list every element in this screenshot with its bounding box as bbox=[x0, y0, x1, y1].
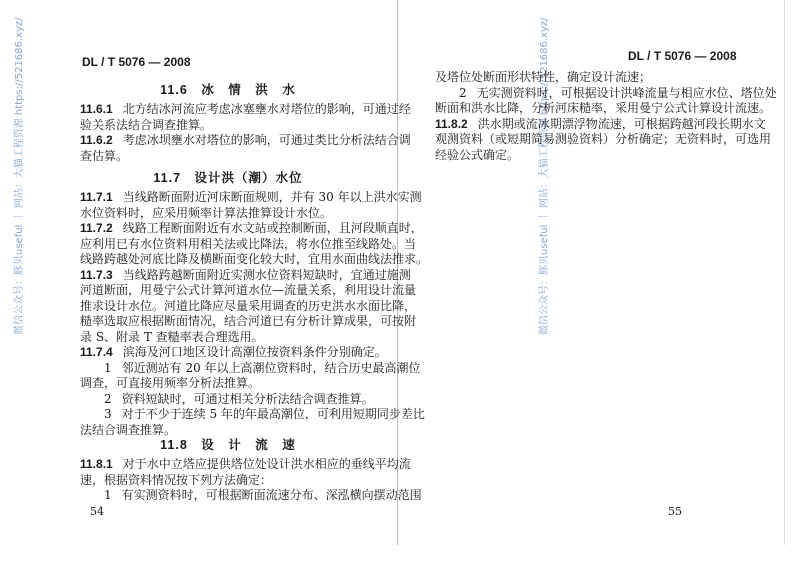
paragraph-line bbox=[80, 149, 376, 165]
paragraph-line bbox=[80, 330, 376, 346]
clause-number: 11.7.3 bbox=[80, 267, 113, 282]
line-text: 河道断面，用曼宁公式计算河道水位—流量关系，利用设计流量 bbox=[80, 283, 417, 297]
paragraph-line bbox=[80, 283, 417, 299]
line-text: 对于不少于连续 5 年的年最高潮位，可利用短期同步差比 bbox=[121, 407, 425, 421]
clause-number: 2 bbox=[104, 391, 112, 406]
line-text: 断面和洪水比降，分析河床糙率，采用曼宁公式计算设计流速。 bbox=[435, 101, 772, 115]
paragraph-first-line bbox=[80, 190, 422, 206]
clause-number: 1 bbox=[104, 488, 112, 502]
paragraph-line bbox=[435, 101, 772, 117]
clause-number: 3 bbox=[104, 407, 112, 421]
left-page-number: 54 bbox=[90, 505, 104, 518]
line-text: 对于水中立塔应提供塔位处设计洪水相应的垂线平均流 bbox=[122, 457, 411, 471]
line-text: 北方结冰河流应考虑冰塞壅水对塔位的影响，可通过经 bbox=[122, 102, 411, 116]
clause-number: 11.8.2 bbox=[435, 116, 468, 131]
line-text: 线路工程断面附近有水文站或控制断面，且河段顺直时， bbox=[122, 221, 423, 235]
line-text: 应利用已有水位资料用相关法或比降法，将水位推至线路处。当 bbox=[80, 236, 417, 251]
clause-number: 11.6.2 bbox=[80, 133, 113, 147]
watermark-right: 微信公众号：豚贝useful ｜ 网站：大猫工程资源 https://521686.xyz/ bbox=[539, 17, 550, 335]
paragraph-first-line bbox=[80, 267, 411, 284]
paragraph-first-line bbox=[80, 392, 376, 408]
line-text: 查估算。 bbox=[80, 148, 129, 163]
paragraph-first-line bbox=[435, 85, 777, 102]
line-text: 当线路断面附近河床断面规则，并有 30 年以上洪水实测 bbox=[122, 190, 422, 204]
right-page-body bbox=[435, 70, 777, 163]
section-11-7-body bbox=[80, 190, 429, 438]
watermark-left: 微信公众号：豚贝useful ｜ 网站：大猫工程资源 https://521686.xyz/ bbox=[14, 17, 25, 335]
clause-number: 11.7.2 bbox=[80, 221, 113, 235]
paragraph-first-line bbox=[435, 70, 725, 86]
paragraph-first-line bbox=[80, 133, 411, 149]
line-text: 推求设计水位。河道比降应尽量采用调查的历史洪水水面比降， bbox=[80, 298, 417, 313]
section-11-6-body bbox=[80, 102, 411, 164]
clause-number: 2 bbox=[459, 85, 467, 100]
clause-number: 11.7.1 bbox=[80, 190, 113, 204]
line-text: 经验公式确定。 bbox=[435, 147, 520, 162]
line-text: 无实测资料时，可根据设计洪峰流量与相应水位、塔位处 bbox=[476, 85, 777, 100]
section-title-11-7: 11.7 设计洪（潮）水位 bbox=[153, 171, 303, 185]
line-text: 水位资料时，应采用频率计算法推算设计水位。 bbox=[80, 205, 333, 220]
paragraph-first-line bbox=[80, 457, 411, 473]
line-text: 糙率选取应根据断面情况，结合河道已有分析计算成果，可按附 bbox=[80, 314, 417, 328]
right-page-header: DL / T 5076 — 2008 bbox=[628, 49, 737, 63]
page-edge-right bbox=[784, 0, 785, 545]
clause-number: 11.8.1 bbox=[80, 457, 113, 471]
line-text: 观测资料（或短期简易测验资料）分析确定；无资料时，可选用 bbox=[435, 132, 772, 146]
left-page-header: DL / T 5076 — 2008 bbox=[82, 55, 191, 69]
section-title-11-6: 11.6 冰 情 洪 水 bbox=[160, 83, 296, 97]
line-text: 线路跨越处河底比降及横断面变化较大时，宜用水面曲线法推求。 bbox=[80, 252, 429, 266]
line-text: 洪水期或流冰期漂浮物流速，可根据跨越河段长期水文 bbox=[477, 116, 766, 131]
paragraph-line bbox=[80, 314, 417, 330]
line-text: 当线路跨越断面附近实测水位资料短缺时，宜通过施测 bbox=[122, 267, 411, 282]
paragraph-line bbox=[80, 298, 417, 315]
right-page-number: 55 bbox=[668, 505, 682, 518]
line-text: 录 S、附录 T 查糙率表合理选用。 bbox=[80, 329, 264, 344]
section-title-11-8: 11.8 设 计 流 速 bbox=[160, 438, 296, 452]
paragraph-line bbox=[80, 376, 376, 392]
line-text: 邻近测站有 20 年以上高潮位资料时，结合历史最高潮位 bbox=[121, 360, 421, 375]
line-text: 验关系法结合调查推算。 bbox=[80, 117, 213, 132]
line-text: 滨海及河口地区设计高潮位按资料条件分别确定。 bbox=[122, 345, 387, 359]
line-text: 有实测资料时，可根据断面流速分布、深泓横向摆动范围 bbox=[121, 488, 422, 502]
paragraph-line bbox=[435, 132, 772, 148]
paragraph-first-line bbox=[80, 345, 387, 361]
paragraph-line bbox=[80, 252, 429, 268]
paragraph-first-line bbox=[435, 116, 766, 133]
clause-number: 11.7.4 bbox=[80, 345, 113, 359]
section-11-8-body bbox=[80, 457, 422, 504]
paragraph-line bbox=[80, 206, 376, 222]
paragraph-line bbox=[435, 148, 725, 164]
line-text: 法结合调查推算。 bbox=[80, 422, 177, 437]
line-text: 调查，可直接用频率分析法推算。 bbox=[80, 376, 261, 390]
clause-number: 1 bbox=[104, 360, 112, 375]
line-text: 考虑冰坝壅水对塔位的影响，可通过类比分析法结合调 bbox=[122, 133, 411, 147]
clause-number: 11.6.1 bbox=[80, 102, 113, 116]
paragraph-line bbox=[80, 236, 417, 253]
paragraph-first-line bbox=[80, 102, 411, 118]
paragraph-first-line bbox=[80, 407, 425, 423]
line-text: 资料短缺时，可通过相关分析法结合调查推算。 bbox=[121, 391, 374, 406]
line-text: 及塔位处断面形状特性，确定设计流速； bbox=[435, 70, 652, 84]
paragraph-line bbox=[80, 118, 376, 134]
paragraph-first-line bbox=[80, 360, 421, 377]
paragraph-line bbox=[80, 473, 376, 489]
paragraph-first-line bbox=[80, 488, 422, 504]
line-text: 速，根据资料情况按下列方法确定： bbox=[80, 472, 273, 487]
paragraph-first-line bbox=[80, 221, 423, 237]
